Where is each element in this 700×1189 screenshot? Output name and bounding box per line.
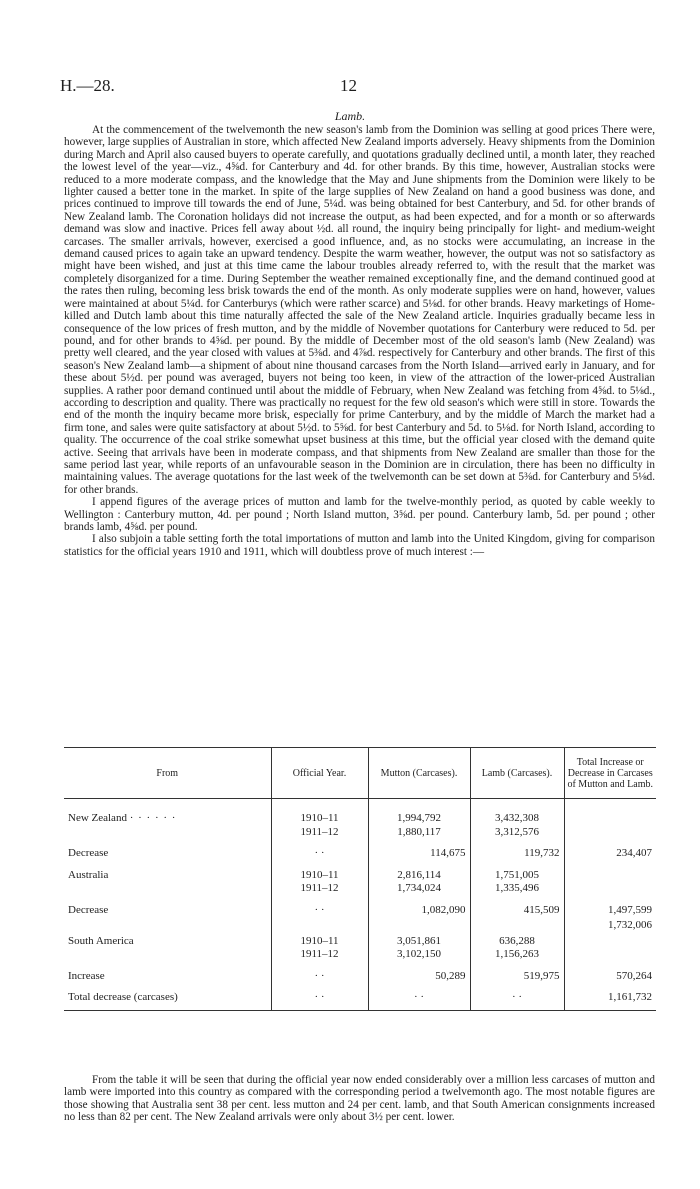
- change-label: Decrease: [68, 847, 109, 859]
- table-row: [64, 918, 656, 934]
- total-cell: 234,407: [564, 846, 656, 862]
- header-from: From: [64, 748, 271, 799]
- total-cell: 1,732,006: [564, 918, 656, 934]
- lamb-market-text: [64, 124, 655, 558]
- year-cell: 1910–11: [300, 812, 339, 824]
- lamb-cell: 3,312,576: [495, 825, 539, 838]
- table-row: [64, 868, 656, 897]
- header-mutton: Mutton (Carcases).: [368, 748, 470, 799]
- page-reference: H.—28.: [60, 76, 115, 95]
- mutton-cell: · ·: [368, 990, 470, 1010]
- paragraph-conclusion: From the table it will be seen that during the official year now ended considerably over a million less carcases of mutton and lamb were imported into this country as compared with the corresponding period a twelvemonth ago. The most notable figures are those showing that Australia sent 38 per cent. less mutton and 24 per cent. lamb, and that South American consignments increased no less than 82 per cent. The New Zealand arrivals were only about 3½ per cent. lower.: [64, 1074, 655, 1124]
- lamb-cell: 1,156,263: [495, 948, 539, 960]
- mutton-cell: 1,880,117: [397, 825, 441, 838]
- total-cell: 1,497,599: [564, 903, 656, 919]
- country-south-america: South America: [68, 934, 134, 947]
- page-number: 12: [340, 76, 357, 95]
- mutton-cell: 3,051,861: [397, 934, 441, 947]
- lamb-cell: 415,509: [470, 903, 564, 919]
- header-total: Total Increase or Decrease in Carcases of Mutton and Lamb.: [564, 748, 656, 799]
- table-row: [64, 811, 656, 840]
- country-new-zealand: New Zealand: [68, 812, 127, 824]
- paragraph-average-prices: I append figures of the average prices of mutton and lamb for the twelve-monthly period, as quoted by cable weekly to Wellington : Canterbury mutton, 4d. per pound ; North Island mutton, 3⅝d. per pound. Canterbury lamb, 5d. per pound ; other brands lamb, 4⅝d. per pound.: [64, 496, 655, 533]
- lamb-cell: 1,751,005: [495, 868, 539, 881]
- header-lamb: Lamb (Carcases).: [470, 748, 564, 799]
- mutton-cell: 1,082,090: [368, 903, 470, 919]
- grand-total-cell: 1,161,732: [564, 990, 656, 1010]
- mutton-cell: 50,289: [368, 969, 470, 985]
- lamb-cell: 636,288: [499, 934, 535, 947]
- year-cell: 1911–12: [300, 825, 339, 838]
- lamb-cell: 519,975: [470, 969, 564, 985]
- header-official-year: Official Year.: [271, 748, 368, 799]
- lamb-cell: · ·: [470, 990, 564, 1010]
- paragraph-table-intro: I also subjoin a table setting forth the total importations of mutton and lamb into the United Kingdom, giving for comparison statistics for the official years 1910 and 1911, which will doubtless prove of much interest :—: [64, 533, 655, 558]
- year-cell: 1911–12: [300, 882, 339, 894]
- mutton-cell: 114,675: [368, 846, 470, 862]
- paragraph-lamb-review: At the commencement of the twelvemonth the new season's lamb from the Dominion was selling at good prices There were, however, large supplies of Australian in store, which affected New Zealand imports adversely. Heavy shipments from the Dominion during March and April also caused buyers to operate carefully, and quotations gradually declined until, a month later, they reached the lowest level of the year—viz., 4⅝d. for Canterbury and 4d. for other brands. By this time, however, Australian stocks were reduced to a more moderate compass, and the knowledge that the May and June shipments from the Dominion were likely to be lighter caused a better tone in the market. In spite of the large supplies of New Zealand on hand a good business was done, and prices continued to improve till towards the end of June, 5¼d. was being obtained for best Canterbury, and 5d. for other brands of New Zealand lamb. The Coronation holidays did not increase the output, as had been expected, and for a month or so afterwards demand was slow and inactive. Prices fell away about ½d. all round, the inquiry being principally for light- and medium-weight carcases. The smaller arrivals, however, exercised a good influence, and, as no stocks were accumulating, an increase in the demand caused prices to again take an upward tendency. Despite the warm weather, however, the output was not so satisfactory as might have been wished, and just at this time came the labour troubles already referred to, with the result that the market was completely disorganized for a time. During September the weather remained exceptionally fine, and the demand continued good at the rates then ruling, becoming less brisk towards the end of the month. As only moderate supplies were on hand, however, values were maintained at about 5¼d. for Canterburys (which were rather scarce) and 5⅛d. for other brands. Heavy marketings of Home-killed and Dutch lamb about this time naturally affected the sale of the New Zealand article. Inquiries gradually became less in consequence of the low prices of fresh mutton, and by the middle of November quotations for Canterbury were reduced to 5d. per pound, and for other brands to 4⅝d. per pound. By the middle of December most of the old season's lamb (New Zealand) was pretty well cleared, and the year closed with values at 5⅜d. and 4⅞d. respectively for Canterbury and other brands. The first of this season's New Zealand lamb—a shipment of about nine thousand carcases from the North Island—arrived early in January, and for these about 5½d. per pound was averaged, buyers not being too keen, in view of the attraction of the lower-priced Australian supplies. A rather poor demand continued until about the middle of February, when New Zealand was fetching from 4⅝d. to 5⅛d., according to description and quality. There was practically no request for the few old season's which were still in store. Towards the end of the month the inquiry became more brisk, especially for prime Canterbury, and by the middle of March the market had a firm tone, and sales were quite satisfactory at about 5½d. to 5⅝d. for best Canterbury and 5d. to 5⅛d. for North Island, according to quality. The occurrence of the coal strike somewhat upset business at this time, but the official year closed with the demand quite active. Seeing that arrivals have been in moderate compass, and that shipments from New Zealand are smaller than those for the same period last year, while reports of an unfavourable season in the Dominion are in circulation, there has been no difficulty in maintaining values. The average quotations for the last week of the twelvemonth can be set down at 5⅜d. for Canterbury and 5⅛d. for other brands.: [64, 124, 655, 496]
- mutton-cell: 1,994,792: [397, 812, 441, 824]
- table-header-row: [64, 748, 656, 799]
- leader-dots: · · · · · ·: [129, 812, 177, 824]
- table-row: [64, 846, 656, 862]
- change-label: Increase: [68, 969, 105, 982]
- year-cell: · ·: [271, 903, 368, 919]
- lamb-cell: 119,732: [470, 846, 564, 862]
- table-row: [64, 990, 656, 1010]
- year-cell: · ·: [271, 969, 368, 985]
- lamb-cell: 1,335,496: [495, 882, 539, 894]
- mutton-cell: 1,734,024: [397, 882, 441, 894]
- table-row: [64, 903, 656, 919]
- year-cell: 1911–12: [300, 948, 339, 960]
- table-row: [64, 969, 656, 985]
- mutton-cell: 2,816,114: [397, 868, 441, 881]
- total-cell: 570,264: [564, 969, 656, 985]
- mutton-cell: 3,102,150: [397, 948, 441, 960]
- year-cell: 1910–11: [300, 868, 339, 881]
- change-label: Decrease: [68, 903, 109, 916]
- section-title: Lamb.: [334, 109, 366, 123]
- country-australia: Australia: [68, 868, 109, 881]
- grand-total-label: Total decrease (carcases): [68, 991, 178, 1003]
- year-cell: · ·: [271, 846, 368, 862]
- table-row: [64, 934, 656, 963]
- importations-table: [64, 747, 656, 1011]
- lamb-cell: 3,432,308: [495, 812, 539, 824]
- year-cell: 1910–11: [300, 934, 339, 947]
- year-cell: · ·: [271, 990, 368, 1010]
